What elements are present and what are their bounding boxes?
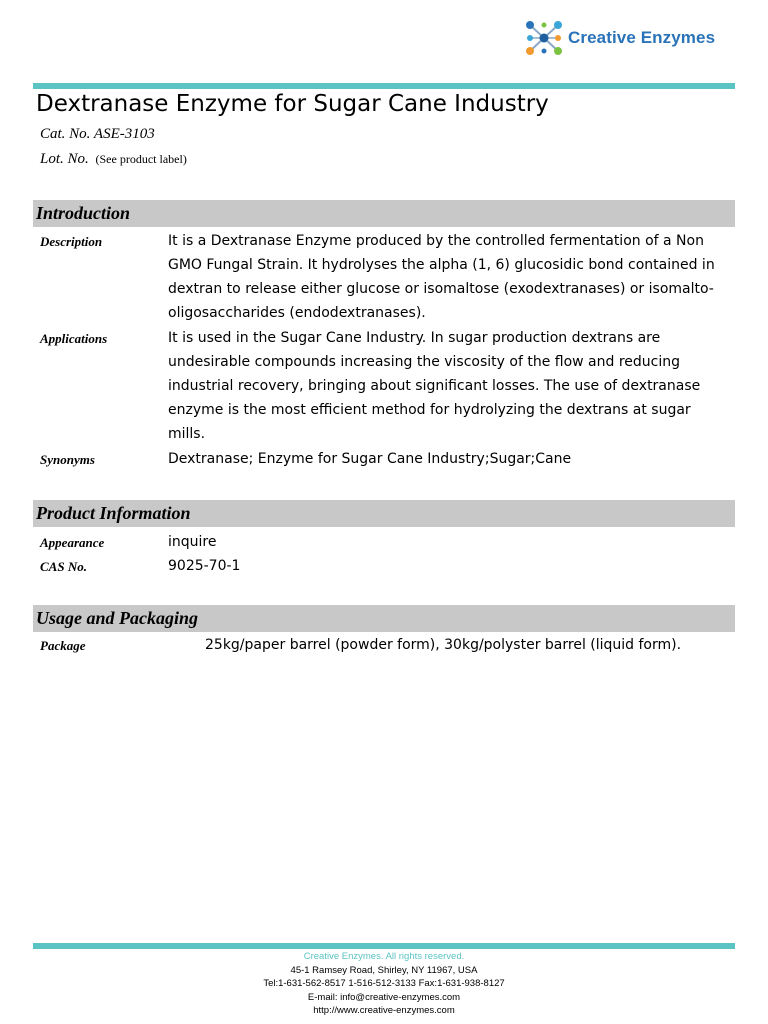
lot-no-line <box>40 151 187 168</box>
row-label-cas-no: CAS No. <box>40 559 87 574</box>
row-label-appearance: Appearance <box>40 535 105 550</box>
section-product-information <box>33 500 735 527</box>
row-value-cas-no: 9025-70-1 <box>168 558 241 574</box>
row-value-synonyms: Dextranase; Enzyme for Sugar Cane Industry;Sugar;Cane <box>168 451 572 467</box>
footer-rights: Creative Enzymes. All rights reserved. <box>303 951 465 962</box>
brand-name: Creative Enzymes <box>568 28 716 47</box>
company-logo <box>524 18 715 58</box>
cat-no-value: ASE-3103 <box>93 126 155 142</box>
footer-address: 45-1 Ramsey Road, Shirley, NY 11967, USA <box>290 964 478 976</box>
row-label-description: Description <box>40 234 103 249</box>
row-label-package: Package <box>40 638 86 653</box>
footer-phones: Tel:1-631-562-8517 1-516-512-3133 Fax:1-631-938-8127 <box>263 978 505 989</box>
section-usage-packaging <box>33 605 735 632</box>
section-introduction <box>33 200 735 227</box>
row-label-synonyms: Synonyms <box>40 452 95 467</box>
row-value-package: 25kg/paper barrel (powder form), 30kg/polyster barrel (liquid form). <box>205 637 682 653</box>
footer-website[interactable]: http://www.creative-enzymes.com <box>313 1005 455 1016</box>
lot-no-label: Lot. No. <box>40 151 89 167</box>
row-label-applications: Applications <box>40 331 108 346</box>
row-value-appearance: inquire <box>168 534 217 550</box>
cat-no-label: Cat. No. <box>40 126 91 142</box>
section-heading: Product Information <box>36 503 191 523</box>
footer-email[interactable]: E-mail: info@creative-enzymes.com <box>307 991 461 1003</box>
top-divider <box>33 83 735 89</box>
section-heading: Usage and Packaging <box>36 608 198 628</box>
page-title: Dextranase Enzyme for Sugar Cane Industry <box>36 91 549 117</box>
row-value-applications: It is used in the Sugar Cane Industry. In sugar production dextrans are undesirable compounds increasing the viscosity of the flow and reducing industrial recovery, bringing about significant losses. The use of dextranase enzyme is the most efficient method for hydrolyzing the dextrans at sugar mills. <box>168 330 701 442</box>
section-heading: Introduction <box>36 203 131 223</box>
bottom-divider <box>33 943 735 949</box>
page-footer <box>0 950 768 1018</box>
row-value-description: It is a Dextranase Enzyme produced by the controlled fermentation of a Non GMO Fungal Strain. It hydrolyses the alpha (1, 6) glucosidic bond contained in dextran to release either glucose or isomaltose (exodextranases) or isomalto-oligosaccharides (endodextranases). <box>168 233 715 321</box>
lot-no-value: (See product label) <box>95 152 187 166</box>
molecule-network-icon <box>524 19 564 57</box>
cat-no-line <box>40 126 155 143</box>
